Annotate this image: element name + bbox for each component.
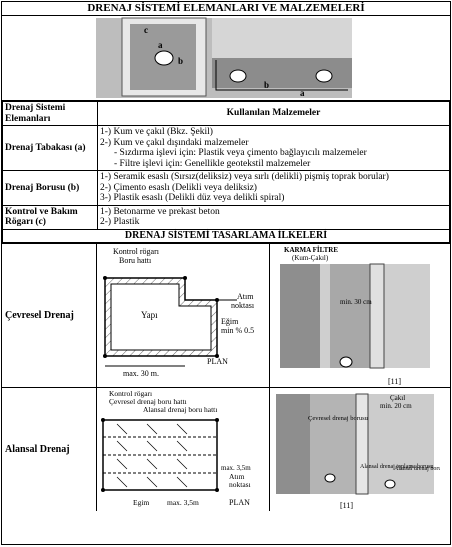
material-line: 2-) Kum ve çakıl dışındaki malzemeler bbox=[100, 137, 249, 148]
area-photo-drawing bbox=[270, 388, 440, 511]
noktasi-label-2: noktası bbox=[229, 480, 251, 489]
atim-label-2: Atım bbox=[229, 472, 245, 481]
min-thickness-label: min. 30 cm bbox=[340, 298, 372, 306]
max-spacing-label: max. 3,5m bbox=[221, 464, 251, 472]
row-label-drainage-pipe: Drenaj Borusu (b) bbox=[3, 171, 98, 206]
alansal-borusu-label: Alansal drenaj bor bbox=[394, 466, 439, 472]
label-c: c bbox=[144, 25, 148, 35]
material-line: 3-) Plastik esaslı (Delikli düz veya delikli spiral) bbox=[100, 193, 285, 203]
area-drainage-row bbox=[2, 387, 450, 511]
kontrol-rogari-label: Kontrol rögarı bbox=[113, 247, 159, 256]
cevresel-boru-label: Çevresel drenaj boru hattı bbox=[109, 397, 187, 406]
area-plan-drawing bbox=[97, 388, 269, 511]
material-line: 2-) Plastik bbox=[100, 217, 140, 227]
boru-hatti-label: Boru hattı bbox=[119, 256, 152, 265]
atim-label: Atım bbox=[237, 292, 254, 301]
row-materials-control-manhole bbox=[98, 205, 450, 229]
perimeter-drainage-plan bbox=[97, 244, 270, 387]
yapi-label: Yapı bbox=[141, 310, 158, 320]
material-line: - Filtre işlevi için: Genellikle geotekstil malzemeler bbox=[114, 158, 311, 169]
max-spacing-label-2: max. 3,5m bbox=[167, 498, 199, 507]
cakil-label: Çakıl bbox=[390, 394, 406, 402]
label-a-2: a bbox=[300, 88, 305, 98]
document-page bbox=[1, 1, 451, 545]
min-slope-label: min % 0.5 bbox=[221, 326, 255, 335]
perimeter-drainage-row bbox=[2, 243, 450, 387]
col-header-materials: Kullanılan Malzemeler bbox=[98, 102, 450, 126]
row-materials-drainage-layer bbox=[98, 126, 450, 171]
material-line: 2-) Çimento esaslı (Delikli veya deliksiz) bbox=[100, 182, 257, 193]
section-drawing bbox=[2, 16, 450, 100]
material-line: 1-) Betonarme ve prekast beton bbox=[100, 206, 220, 217]
label-b: b bbox=[178, 56, 184, 66]
perimeter-plan-drawing bbox=[97, 244, 269, 387]
reference-label-2: [11] bbox=[340, 501, 354, 510]
max-length-label: max. 30 m. bbox=[123, 369, 159, 378]
plan-label-2: PLAN bbox=[229, 498, 250, 507]
min-thickness-label-2: min. 20 cm bbox=[380, 402, 412, 410]
kontrol-rogari-label-2: Kontrol rögarı bbox=[109, 389, 153, 398]
alansal-boru-label: Alansal drenaj boru hattı bbox=[143, 405, 218, 414]
label-b-2: b bbox=[264, 80, 270, 90]
area-drainage-label: Alansal Drenaj bbox=[2, 388, 97, 511]
perimeter-drainage-label: Çevresel Drenaj bbox=[2, 244, 97, 387]
noktasi-label: noktası bbox=[231, 301, 255, 310]
perimeter-drainage-photo bbox=[270, 244, 450, 387]
col-header-elements: Drenaj Sistemi Elemanları bbox=[3, 102, 98, 126]
row-materials-drainage-pipe bbox=[98, 171, 450, 206]
alansal-toplama-label: Alansal drenaj toplama borusu bbox=[360, 464, 434, 470]
section-title: DRENAJ SİSTEMİ TASARLAMA İLKELERİ bbox=[3, 229, 450, 243]
reference-label: [11] bbox=[388, 377, 402, 386]
karma-filtre-label: KARMA FİLTRE bbox=[284, 246, 339, 254]
area-drainage-plan bbox=[97, 388, 270, 511]
label-a: a bbox=[158, 40, 163, 50]
material-line: - Sızdırma işlevi için: Plastik veya çimento bağlayıcılı malzemeler bbox=[114, 148, 367, 158]
page-title: DRENAJ SİSTEMİ ELEMANLARI VE MALZEMELERİ bbox=[2, 2, 450, 16]
kum-cakil-label: (Kum-Çakıl) bbox=[292, 254, 329, 262]
material-line: 1-) Seramik esaslı (Sırsız(deliksiz) veya sırlı (delikli) pişmiş toprak borular) bbox=[100, 172, 389, 182]
cevresel-borusu-label: Çevresel drenaj borusu bbox=[308, 415, 368, 422]
drainage-section-illustration bbox=[2, 16, 450, 101]
area-drainage-photo bbox=[270, 388, 450, 511]
egim-label-2: Egim bbox=[133, 498, 150, 507]
row-label-control-manhole: Kontrol ve Bakım Rögarı (c) bbox=[3, 205, 98, 229]
perimeter-photo-drawing bbox=[270, 244, 440, 387]
plan-label: PLAN bbox=[207, 357, 228, 366]
egim-label: Eğim bbox=[221, 317, 239, 326]
material-line: 1-) Kum ve çakıl (Bkz. Şekil) bbox=[100, 127, 213, 137]
materials-table bbox=[2, 101, 450, 243]
row-label-drainage-layer: Drenaj Tabakası (a) bbox=[3, 126, 98, 171]
